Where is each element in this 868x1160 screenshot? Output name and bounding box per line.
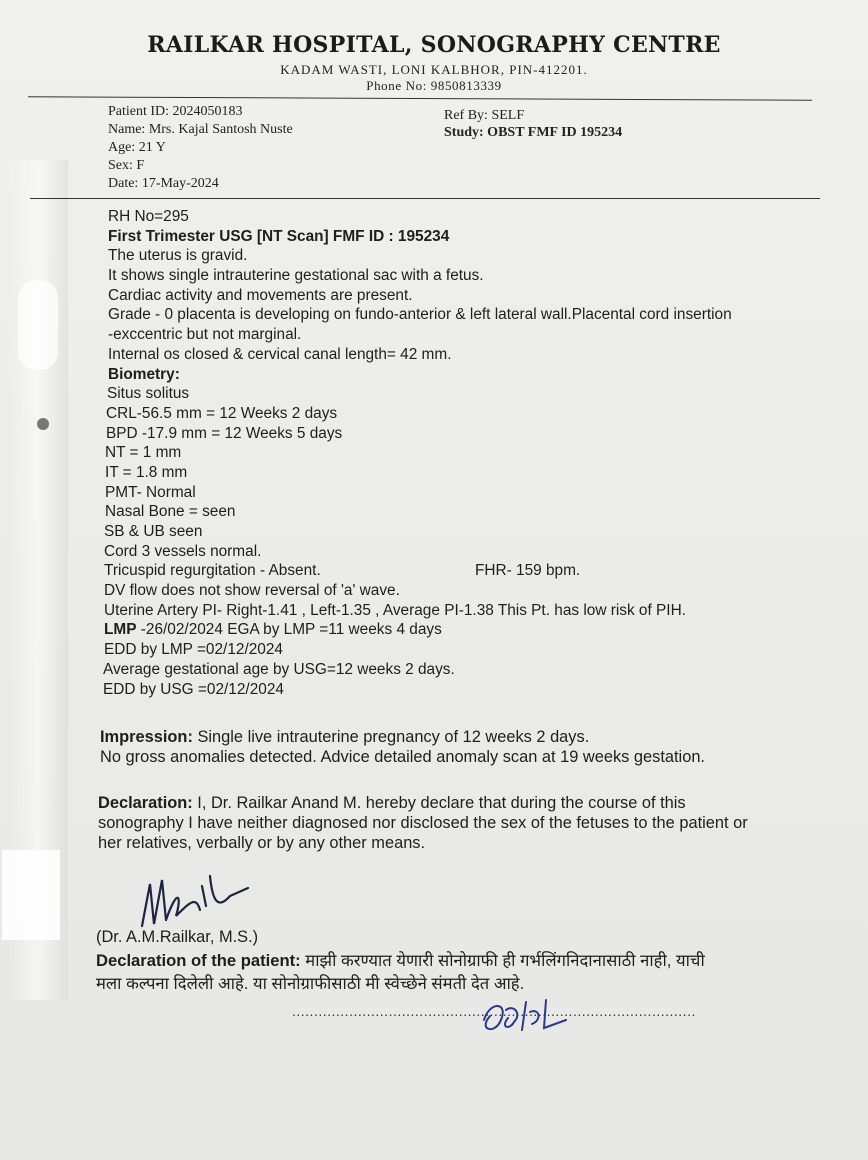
header-divider — [28, 96, 812, 100]
impression-label: Impression: — [100, 728, 193, 746]
biometry-line: Nasal Bone = seen — [105, 503, 236, 521]
finding-line: Grade - 0 placenta is developing on fundo-anterior & left lateral wall.Placental cord insertion — [108, 306, 732, 324]
biometry-line: IT = 1.8 mm — [105, 463, 188, 481]
signature-line: ............................................................................................ — [292, 1003, 696, 1019]
declaration-text: I, Dr. Railkar Anand M. hereby declare that during the course of this — [192, 794, 686, 812]
pen-cap — [2, 850, 60, 940]
fhr-value: FHR- 159 bpm. — [475, 562, 581, 580]
finding-line: Internal os closed & cervical canal length= 42 mm. — [108, 345, 452, 363]
ref-by: Ref By: SELF — [444, 108, 525, 123]
patient-sex: Sex: F — [108, 158, 145, 173]
doctor-name: (Dr. A.M.Railkar, M.S.) — [96, 928, 259, 946]
declaration-line — [98, 794, 686, 813]
finding-line: -exccentric but not marginal. — [108, 326, 302, 344]
biometry-line: NT = 1 mm — [105, 444, 182, 462]
biometry-line: BPD -17.9 mm = 12 Weeks 5 days — [106, 424, 343, 442]
patient-age: Age: 21 Y — [108, 140, 166, 155]
biometry-line: DV flow does not show reversal of 'a' wave. — [104, 582, 400, 600]
patient-signature — [470, 990, 580, 1040]
patient-declaration-line — [96, 948, 705, 971]
lmp-line — [104, 620, 844, 640]
hospital-phone: Phone No: 9850813339 — [366, 78, 502, 93]
finding-line: It shows single intrauterine gestational sac with a fetus. — [108, 267, 484, 285]
declaration-line-3: her relatives, verbally or by any other means. — [98, 834, 426, 852]
biometry-line: Cord 3 vessels normal. — [104, 542, 262, 560]
finding-line: The uterus is gravid. — [108, 247, 248, 265]
doctor-signature — [130, 866, 250, 932]
biometry-heading: Biometry: — [108, 365, 180, 383]
biometry-line: SB & UB seen — [104, 523, 203, 540]
ga-usg-line: Average gestational age by USG=12 weeks 2 days. — [103, 660, 455, 678]
tricuspid-text: Tricuspid regurgitation - Absent. — [104, 562, 321, 580]
biometry-line: Situs solitus — [107, 385, 190, 403]
tricuspid-line — [104, 561, 844, 581]
impression-line-2: No gross anomalies detected. Advice detailed anomaly scan at 19 weeks gestation. — [100, 748, 705, 766]
declaration-label: Declaration: — [98, 794, 193, 812]
patient-name: Name: Mrs. Kajal Santosh Nuste — [108, 122, 293, 137]
patient-info — [108, 103, 293, 193]
referral-info — [444, 107, 622, 141]
declaration-line-2: sonography I have neither diagnosed nor disclosed the sex of the fetuses to the patient or — [98, 814, 748, 832]
edd-lmp-line: EDD by LMP =02/12/2024 — [104, 641, 283, 659]
patient-declaration-label: Declaration of the patient: — [96, 951, 301, 970]
report-date: Date: 17-May-2024 — [108, 176, 219, 191]
report-body — [103, 207, 848, 699]
hospital-title: RAILKAR HOSPITAL, SONOGRAPHY CENTRE — [147, 32, 721, 58]
uterine-artery-line: Uterine Artery PI- Right-1.41 , Left-1.35 , Average PI-1.38 This Pt. has low risk of PIH. — [104, 601, 686, 619]
impression-text: Single live intrauterine pregnancy of 12 weeks 2 days. — [192, 728, 590, 746]
impression-line — [100, 728, 589, 747]
lmp-value: -26/02/2024 EGA by LMP =11 weeks 4 days — [136, 621, 442, 639]
info-divider — [30, 198, 820, 199]
patient-declaration-line-2: मला कल्पना दिलेली आहे. या सोनोग्राफीसाठी मी स्वेच्छेने संमती देत आहे. — [96, 974, 525, 993]
edd-usg-line: EDD by USG =02/12/2024 — [103, 680, 284, 698]
biometry-line: CRL-56.5 mm = 12 Weeks 2 days — [106, 404, 338, 422]
lmp-label: LMP — [104, 621, 137, 639]
pen-dot — [37, 418, 49, 430]
patient-id: Patient ID: 2024050183 — [108, 104, 243, 119]
hospital-address: KADAM WASTI, LONI KALBHOR, PIN-412201. — [280, 62, 588, 77]
pen-bulb — [18, 280, 58, 370]
study-name: Study: OBST FMF ID 195234 — [444, 125, 623, 140]
biometry-line: PMT- Normal — [105, 483, 196, 501]
scan-heading: First Trimester USG [NT Scan] FMF ID : 195234 — [108, 227, 450, 245]
patient-declaration-text: माझी करण्यात येणारी सोनोग्राफी ही गर्भलिंगनिदानासाठी नाही, याची — [300, 951, 705, 970]
rh-number: RH No=295 — [108, 208, 189, 225]
finding-line: Cardiac activity and movements are present. — [108, 286, 413, 304]
